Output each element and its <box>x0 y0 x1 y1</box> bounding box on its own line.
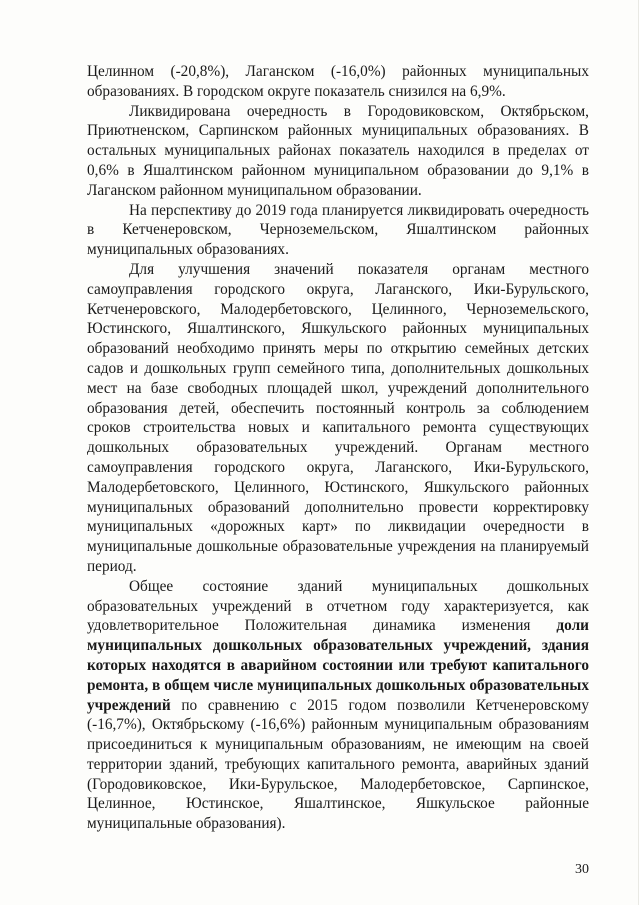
paragraph-1-text: Целинном (-20,8%), Лаганском (-16,0%) районных муниципальных образованиях. В городском округе показатель снизился на 6,9%. <box>87 63 589 100</box>
paragraph-4 <box>87 260 589 577</box>
page-number: 30 <box>575 862 589 877</box>
paragraph-1 <box>87 62 589 102</box>
paragraph-5-text-end: по сравнению с 2015 годом позволили Кетченеровскому (-16,7%), Октябрьскому (-16,6%) районным муниципальным образованиям присоединиться к муниципальным образованиям, не имеющим на своей территории зданий, требующих капитального ремонта, аварийных зданий (Городовиковское, Ики-Бурульское, Малодербетовское, Сарпинское, Целинное, Юстинское, Яшалтинское, Яшкульское районные муниципальные образования). <box>87 696 589 833</box>
paragraph-5-text-start: Общее состояние зданий муниципальных дошкольных образовательных учреждений в отчетном году характеризуется, как удовлетворительное Положительная динамика изменения <box>87 577 589 635</box>
document-body <box>87 62 589 834</box>
paragraph-3 <box>87 201 589 260</box>
paragraph-2 <box>87 102 589 201</box>
paragraph-2-text: Ликвидирована очередность в Городовиковском, Октябрьском, Приютненском, Сарпинском районных муниципальных образованиях. В остальных муниципальных районах показатель находился в пределах от 0,6% в Яшалтинском районном муниципальном образовании до 9,1% в Лаганском районном муниципальном образовании. <box>87 102 589 199</box>
paragraph-5-bold-indicator: доли муниципальных дошкольных образовательных учреждений, здания которых находятся в аварийном состоянии или требуют капитального ремонта, в общем числе муниципальных дошкольных образовательных учреждений <box>87 617 589 714</box>
paragraph-4-text: Для улучшения значений показателя органам местного самоуправления городского округа, Лаганского, Ики-Бурульского, Кетченеровского, Малодербетовского, Целинного, Черноземельского, Юстинского, Яшалтинского, Яшкульского районных муниципальных образований необходимо принять меры по открытию семейных детских садов и дошкольных групп семейного типа, дополнительных дошкольных мест на базе свободных площадей школ, учреждений дополнительного образования детей, обеспечить постоянный контроль за соблюдением сроков строительства новых и капитального ремонта существующих дошкольных образовательных учреждений. Органам местного самоуправления городского округа, Лаганского, Ики-Бурульского, Малодербетовского, Целинного, Юстинского, Яшкульского районных муниципальных образований дополнительно провести корректировку муниципальных «дорожных карт» по ликвидации очередности в муниципальные дошкольные образовательные учреждения на планируемый период. <box>87 260 589 575</box>
paragraph-5 <box>87 577 589 834</box>
paragraph-3-text: На перспективу до 2019 года планируется ликвидировать очередность в Кетченеровском, Черноземельском, Яшалтинском районных муниципальных образованиях. <box>87 201 589 259</box>
